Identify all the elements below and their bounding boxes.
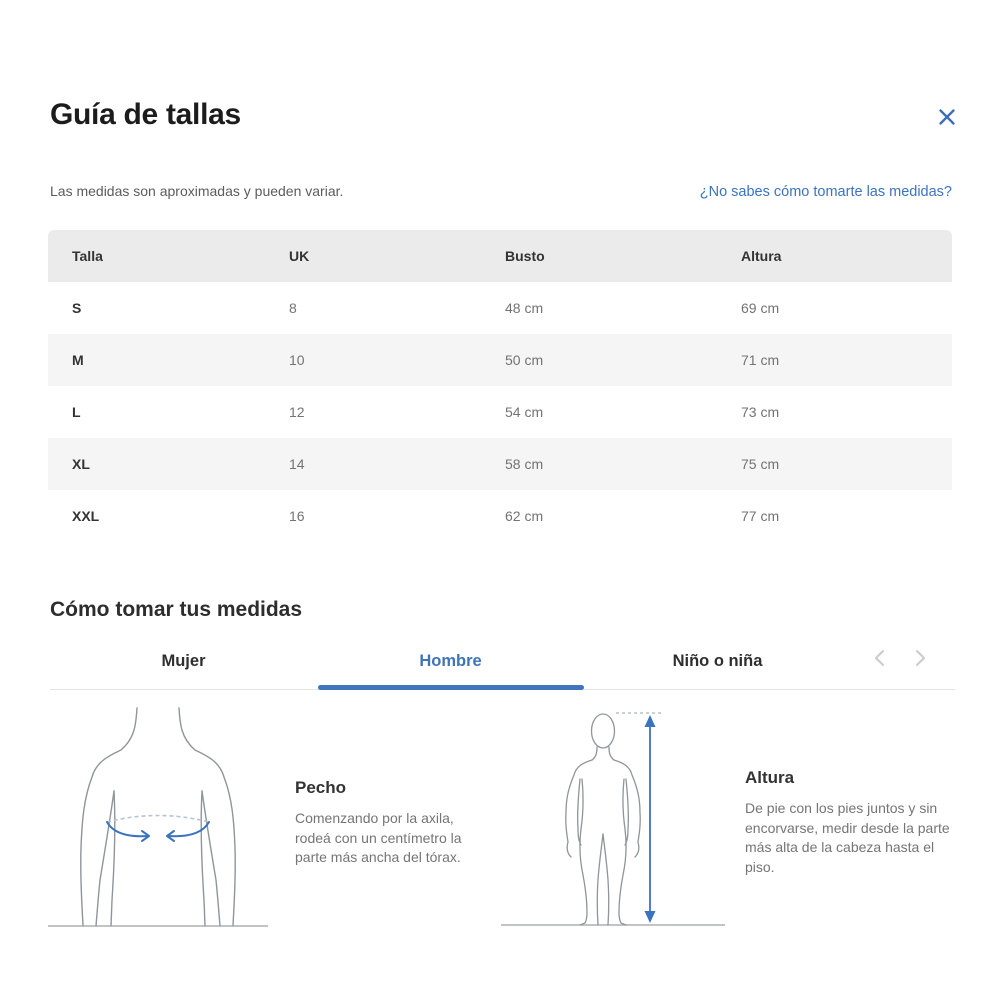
cell-uk: 16 [289,508,305,524]
size-table-header-row [48,230,952,282]
chest-measure-figure [48,698,280,930]
column-header-altura: Altura [741,248,782,264]
disclaimer-text: Las medidas son aproximadas y pueden variar. [50,183,344,199]
measure-help-link[interactable]: ¿No sabes cómo tomarte las medidas? [699,184,952,200]
tab-hombre[interactable]: Hombre [317,642,584,680]
size-table [48,230,952,542]
instruction-text: De pie con los pies juntos y sin encorvarse, medir desde la parte más alta de la cabeza hasta el piso. [745,800,950,875]
height-measure-figure [498,703,730,930]
close-icon [937,107,957,127]
cell-uk: 14 [289,456,305,472]
tab-nino-o-nina[interactable]: Niño o niña [584,642,851,680]
instruction-altura [745,768,960,877]
page-title: Guía de tallas [50,98,241,131]
instruction-text: Comenzando por la axila, rodeá con un centímetro la parte más ancha del tórax. [295,810,462,865]
cell-busto: 58 cm [505,456,544,472]
cell-uk: 12 [289,404,305,420]
column-header-uk: UK [289,248,310,264]
column-header-busto: Busto [505,248,545,264]
cell-busto: 48 cm [505,300,544,316]
instruction-title: Pecho [295,778,347,797]
chevron-left-icon [872,647,888,669]
instruction-title: Altura [745,768,795,787]
tabs-next-button[interactable] [906,644,934,672]
table-row [48,386,952,438]
chevron-right-icon [912,647,928,669]
cell-busto: 50 cm [505,352,544,368]
table-row [48,438,952,490]
active-tab-underline [318,685,584,690]
cell-uk: 8 [289,300,297,316]
table-row [48,334,952,386]
tab-mujer[interactable]: Mujer [50,642,317,680]
table-row [48,282,952,334]
cell-uk: 10 [289,352,305,368]
close-button[interactable] [930,100,964,134]
cell-altura: 71 cm [741,352,780,368]
cell-altura: 69 cm [741,300,780,316]
cell-altura: 75 cm [741,456,780,472]
cell-busto: 62 cm [505,508,544,524]
column-header-talla: Talla [72,248,103,264]
cell-talla: XXL [72,508,100,524]
cell-talla: S [72,300,82,316]
measure-section-heading: Cómo tomar tus medidas [50,598,303,621]
instruction-pecho [295,778,485,868]
subheader-row [50,183,952,200]
tabs-prev-button[interactable] [866,644,894,672]
cell-altura: 77 cm [741,508,780,524]
cell-altura: 73 cm [741,404,780,420]
cell-busto: 54 cm [505,404,544,420]
table-row [48,490,952,542]
measure-tabs [50,642,851,680]
cell-talla: XL [72,456,90,472]
cell-talla: L [72,404,81,420]
cell-talla: M [72,352,84,368]
